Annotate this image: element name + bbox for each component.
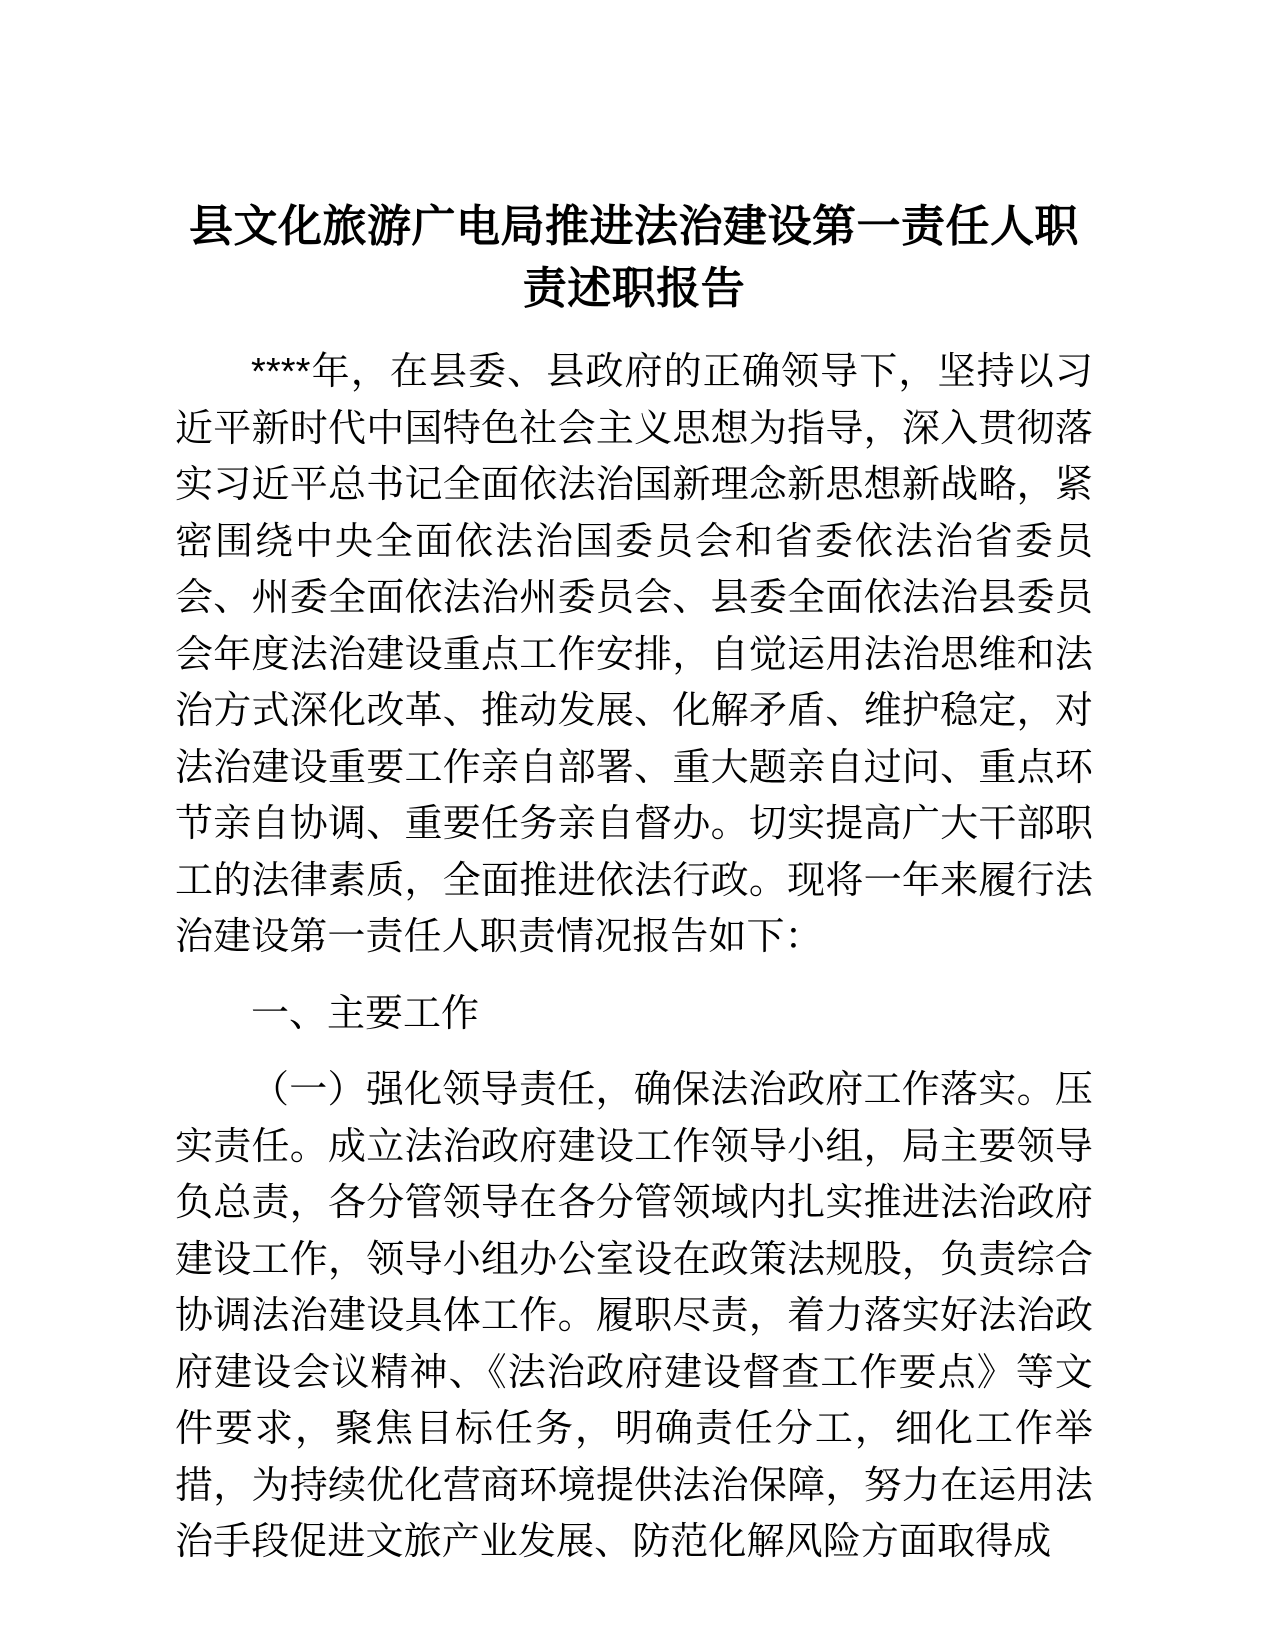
document-content — [175, 0, 1093, 1571]
section-heading-one: 一、主要工作 — [251, 992, 480, 1035]
paragraph-intro: ****年，在县委、县政府的正确领导下，坚持以习近平新时代中国特色社会主义思想为指导，深入贯彻落实习近平总书记全面依法治国新理念新思想新战略，紧密围绕中央全面依法治国委员会和省委依法治省委员会、州委全面依法治州委员会、县委全面依法治县委员会年度法治建设重点工作安排，自觉运用法治思维和法治方式深化改革、推动发展、化解矛盾、维护稳定，对法治建设重要工作亲自部署、重大题亲自过问、重点环节亲自协调、重要任务亲自督办。切实提高广大干部职工的法律素质，全面推进依法行政。现将一年来履行法治建设第一责任人职责情况报告如下： — [175, 351, 1093, 958]
page-title: 县文化旅游广电局推进法治建设第一责任人职责述职报告 — [189, 202, 1079, 313]
paragraph-subsection-one: （一）强化领导责任，确保法治政府工作落实。压实责任。成立法治政府建设工作领导小组，局主要领导负总责，各分管领导在各分管领域内扎实推进法治政府建设工作，领导小组办公室设在政策法规股，负责综合协调法治建设具体工作。履职尽责，着力落实好法治政府建设会议精神、《法治政府建设督查工作要点》等文件要求，聚焦目标任务，明确责任分工，细化工作举措，为持续优化营商环境提供法治保障，努力在运用法治手段促进文旅产业发展、防范化解风险方面取得成 — [175, 1069, 1093, 1563]
